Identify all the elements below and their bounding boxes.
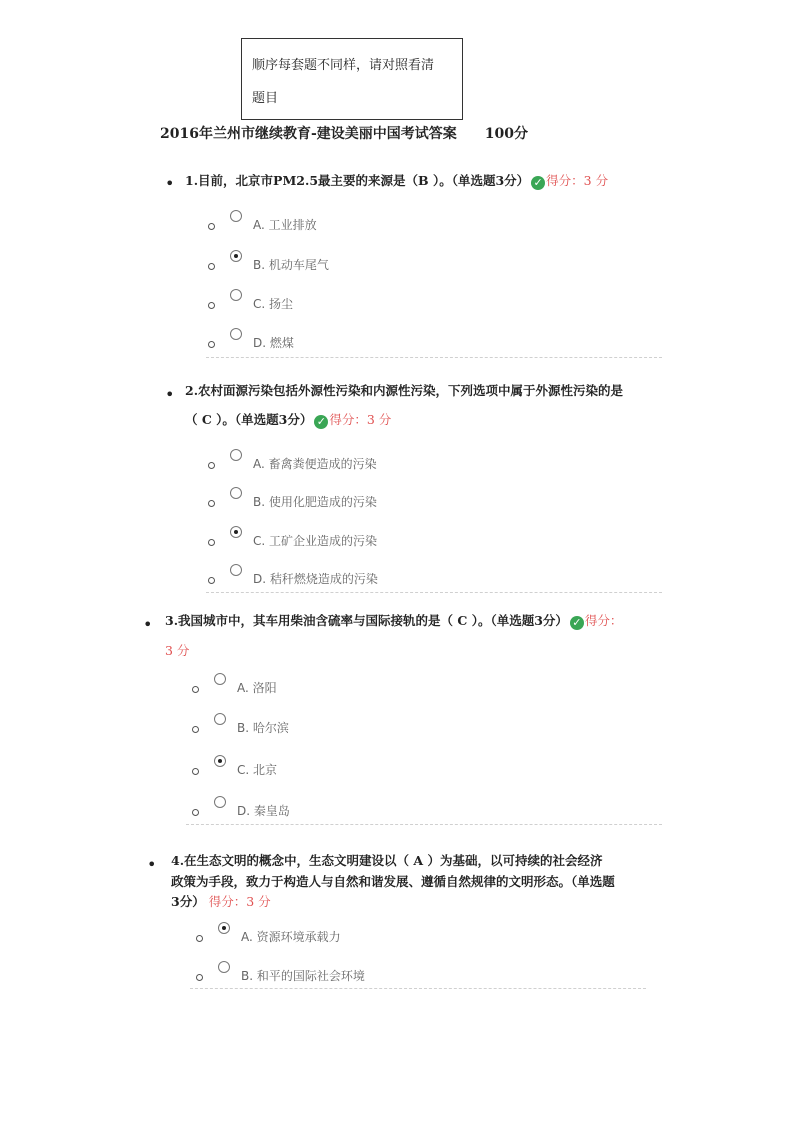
check-icon: ✓ xyxy=(314,415,328,429)
option-label: A. 畜禽粪便造成的污染 xyxy=(253,457,377,471)
list-bullet xyxy=(208,577,215,584)
radio-button[interactable] xyxy=(214,673,226,685)
check-icon: ✓ xyxy=(531,176,545,190)
list-bullet xyxy=(192,686,199,693)
separator xyxy=(190,988,646,989)
option-label: D. 秦皇岛 xyxy=(237,804,290,818)
option-label: B. 和平的国际社会环境 xyxy=(241,969,365,983)
option-label: B. 使用化肥造成的污染 xyxy=(253,495,377,509)
note-line-2: 题目 xyxy=(252,91,279,106)
question-3-score-cont: 3 分 xyxy=(165,643,190,658)
radio-button-selected[interactable] xyxy=(230,250,242,262)
question-4-text-line-3: 3分） xyxy=(171,894,205,909)
option-label: A. 资源环境承载力 xyxy=(241,930,341,944)
question-2-text-line-1: 2.农村面源污染包括外源性污染和内源性污染，下列选项中属于外源性污染的是 xyxy=(185,383,624,398)
question-4-line-2 xyxy=(171,871,615,893)
option-label: B. 哈尔滨 xyxy=(237,721,289,735)
title-score: 100分 xyxy=(484,126,529,142)
list-bullet xyxy=(208,302,215,309)
radio-button[interactable] xyxy=(214,713,226,725)
radio-button[interactable] xyxy=(214,796,226,808)
option-label: B. 机动车尾气 xyxy=(253,258,329,272)
list-bullet xyxy=(208,500,215,507)
radio-button[interactable] xyxy=(230,328,242,340)
question-4 xyxy=(171,850,602,872)
question-1 xyxy=(185,170,608,192)
radio-button-selected[interactable] xyxy=(230,526,242,538)
list-bullet xyxy=(208,341,215,348)
radio-button-selected[interactable] xyxy=(214,755,226,767)
question-2-score: 得分：3 分 xyxy=(329,412,392,427)
question-1-score: 得分：3 分 xyxy=(546,173,609,188)
question-3 xyxy=(165,610,622,632)
question-1-text: 1.目前，北京市PM2.5最主要的来源是（B ）。（单选题3分） xyxy=(185,173,530,188)
note-box xyxy=(241,38,463,120)
separator xyxy=(206,357,662,358)
list-bullet xyxy=(192,768,199,775)
radio-button[interactable] xyxy=(230,289,242,301)
page-title xyxy=(160,123,528,143)
question-bullet: • xyxy=(143,615,153,634)
option-label: A. 洛阳 xyxy=(237,681,277,695)
list-bullet xyxy=(196,935,203,942)
list-bullet xyxy=(208,539,215,546)
question-4-text-line-1: 4.在生态文明的概念中，生态文明建设以（ A ）为基础，以可持续的社会经济 xyxy=(171,853,603,868)
radio-button[interactable] xyxy=(230,564,242,576)
radio-button[interactable] xyxy=(218,961,230,973)
list-bullet xyxy=(196,974,203,981)
question-bullet: • xyxy=(147,855,157,874)
list-bullet xyxy=(208,223,215,230)
option-label: C. 工矿企业造成的污染 xyxy=(253,534,378,548)
option-label: A. 工业排放 xyxy=(253,218,317,232)
separator xyxy=(206,592,662,593)
note-line-1: 顺序每套题不同样，请对照看清 xyxy=(252,58,435,73)
radio-button[interactable] xyxy=(230,487,242,499)
option-label: C. 北京 xyxy=(237,763,278,777)
list-bullet xyxy=(192,809,199,816)
option-label: D. 秸秆燃烧造成的污染 xyxy=(253,572,378,586)
question-4-line-3 xyxy=(171,891,271,913)
question-3-text: 3.我国城市中，其车用柴油含硫率与国际接轨的是（ C ）。（单选题3分） xyxy=(165,613,568,628)
question-3-score: 得分： xyxy=(584,613,623,628)
option-label: D. 燃煤 xyxy=(253,336,294,350)
check-icon: ✓ xyxy=(570,616,584,630)
question-2-text-line-2: （ C ）。（单选题3分） xyxy=(185,412,313,427)
title-text: 2016年兰州市继续教育-建设美丽中国考试答案 xyxy=(160,126,457,142)
question-4-score: 得分：3 分 xyxy=(208,894,271,909)
list-bullet xyxy=(208,263,215,270)
list-bullet xyxy=(192,726,199,733)
question-4-text-line-2: 政策为手段，致力于构造人与自然和谐发展、遵循自然规律的文明形态。（单选题 xyxy=(171,874,615,889)
question-bullet: • xyxy=(165,385,175,404)
radio-button-selected[interactable] xyxy=(218,922,230,934)
radio-button[interactable] xyxy=(230,449,242,461)
question-2-line-2 xyxy=(185,409,391,431)
radio-button[interactable] xyxy=(230,210,242,222)
separator xyxy=(186,824,662,825)
question-2 xyxy=(185,380,623,402)
option-label: C. 扬尘 xyxy=(253,297,294,311)
question-bullet: • xyxy=(165,174,175,193)
list-bullet xyxy=(208,462,215,469)
